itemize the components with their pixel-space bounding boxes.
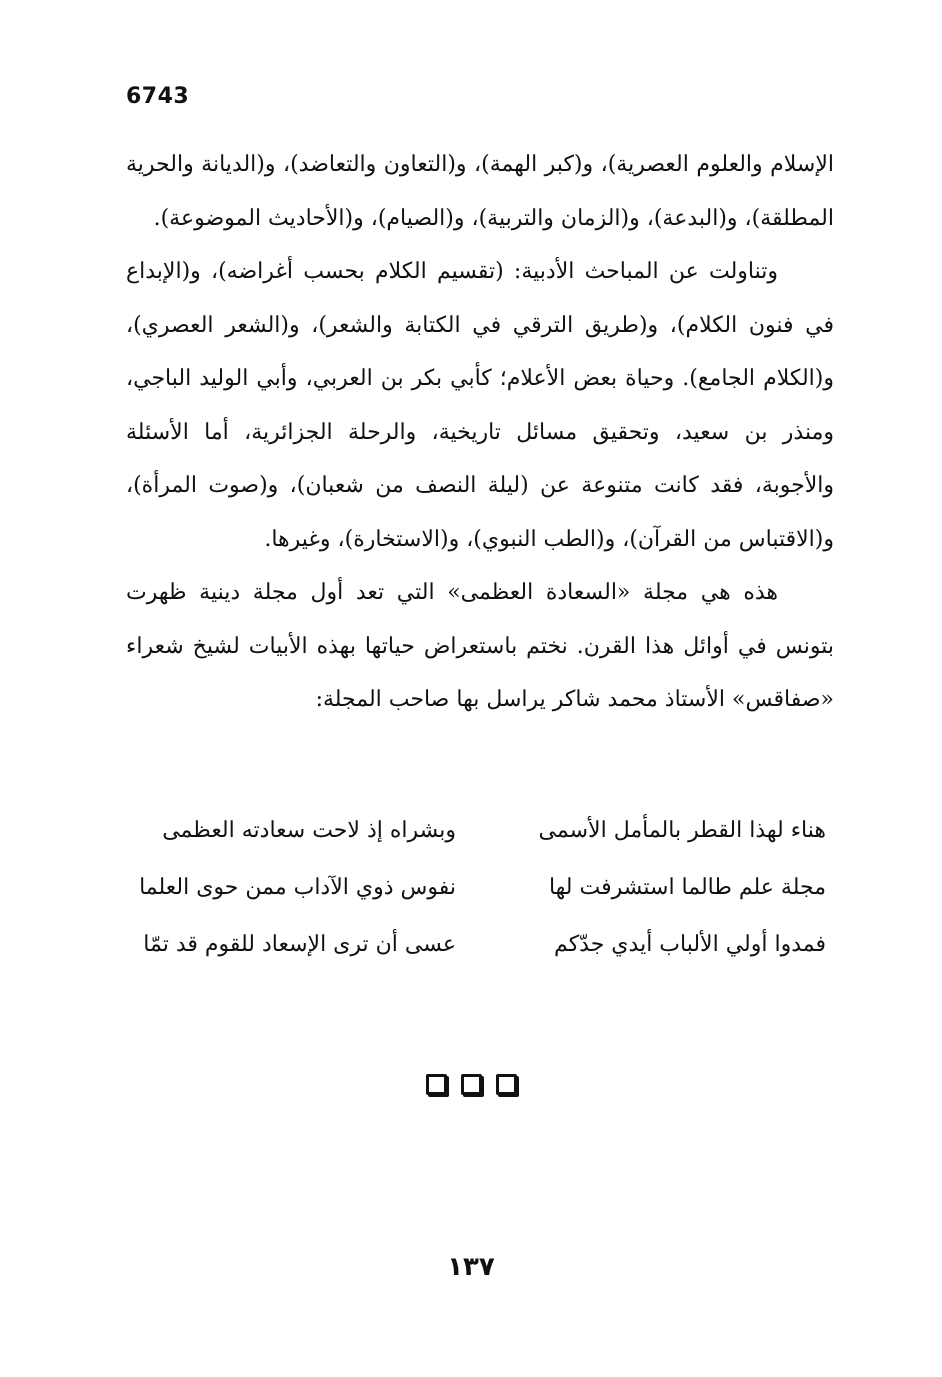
paragraph-literary-topics: وتناولت عن المباحث الأدبية: (تقسيم الكلام بحسب أغراضه)، و(الإبداع في فنون الكلام)، و(طريق الترقي في الكتابة والشعر)، و(الشعر العصري)، و(الكلام الجامع). وحياة بعض الأعلام؛ كأبي بكر بن العربي، وأبي الوليد الباجي، ومنذر بن سعيد، وتحقيق مسائل تاريخية، والرحلة الجزائرية، أما الأسئلة والأجوبة، فقد كانت متنوعة عن (ليلة النصف من شعبان)، و(صوت المرأة)، و(الاقتباس من القرآن)، و(الطب النبوي)، و(الاستخارة)، وغيرها.: [126, 259, 835, 552]
paragraph-conclusion: هذه هي مجلة «السعادة العظمى» التي تعد أول مجلة دينية ظهرت بتونس في أوائل هذا القرن. نختم باستعراض حياتها بهذه الأبيات لشيخ شعراء «صفاقس» الأستاذ محمد شاكر يراسل بها صاحب المجلة:: [126, 580, 834, 712]
page-number: ١٣٧: [447, 1252, 495, 1282]
verse-second-hemistich: وبشراه إذ لاحت سعادته العظمى: [162, 818, 456, 843]
verse-first-hemistich: فمدوا أولي الألباب أيدي جدّكم: [554, 932, 826, 957]
paragraph-continuation: الإسلام والعلوم العصرية)، و(كبر الهمة)، و(التعاون والتعاضد)، و(الديانة والحرية المطلقة)، و(البدعة)، و(الزمان والتربية)، و(الصيام)، و(الأحاديث الموضوعة).: [126, 152, 834, 231]
square-ornament-icon: [496, 1074, 517, 1095]
verse-first-hemistich: مجلة علم طالما استشرفت لها: [548, 875, 826, 900]
poem: [126, 802, 826, 973]
verse-first-hemistich: هناء لهذا القطر بالمأمل الأسمى: [538, 818, 826, 843]
page-body: [126, 138, 834, 727]
poem-verse: [126, 916, 826, 973]
poem-verse: [126, 859, 826, 916]
verse-second-hemistich: نفوس ذوي الآداب ممن حوى العلما: [139, 875, 456, 900]
square-ornament-icon: [461, 1074, 482, 1095]
document-number: 6743: [126, 84, 190, 109]
poem-verse: [126, 802, 826, 859]
section-end-ornament: [0, 1074, 942, 1095]
verse-second-hemistich: عسى أن ترى الإسعاد للقوم قد تمّا: [143, 932, 456, 957]
square-ornament-icon: [426, 1074, 447, 1095]
